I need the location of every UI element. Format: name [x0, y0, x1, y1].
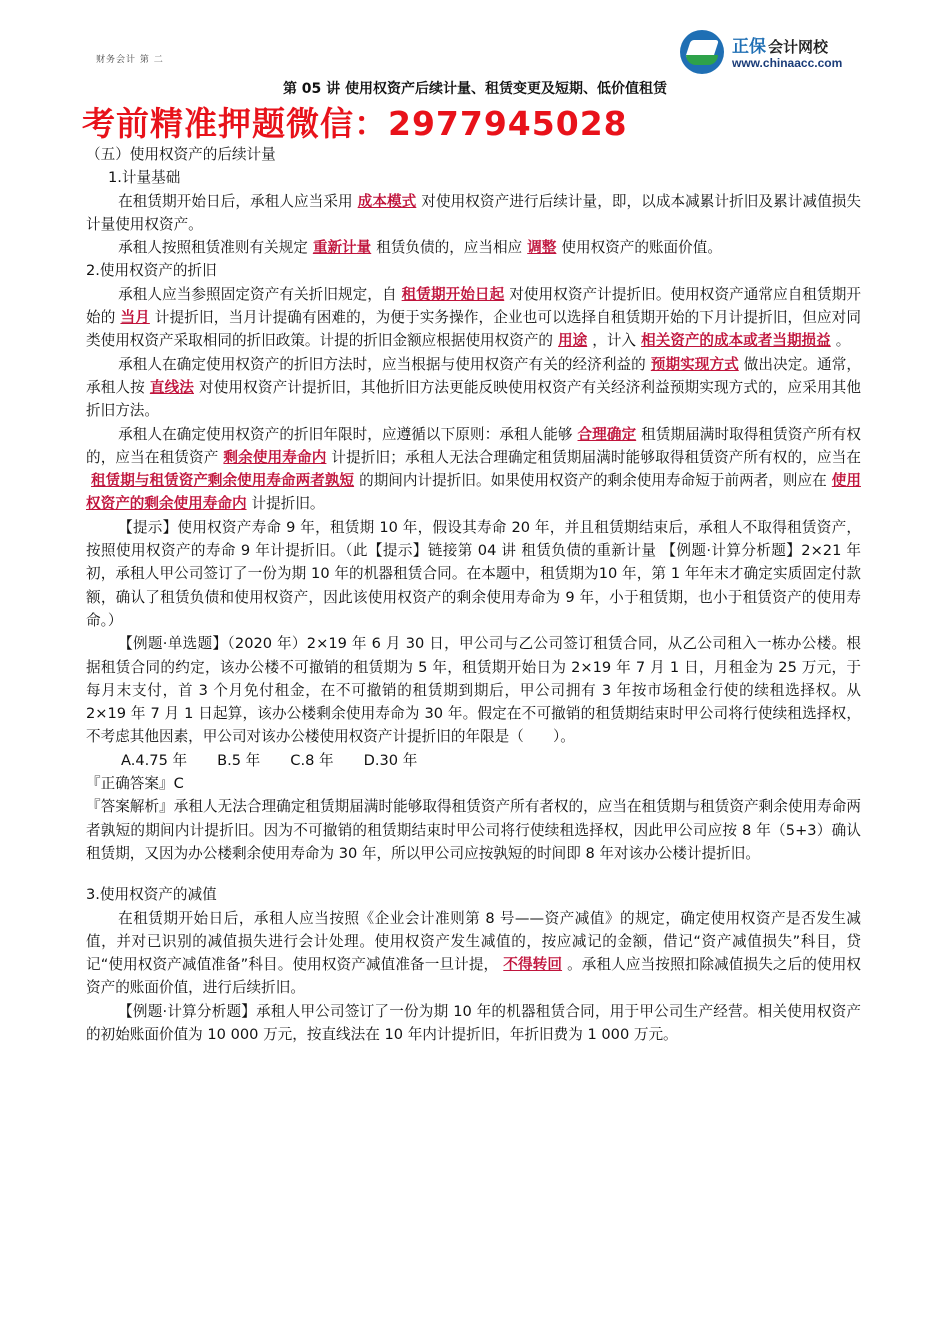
brand-url: www.chinaacc.com — [732, 56, 843, 70]
keyword: 成本模式 — [357, 192, 417, 210]
s2-heading: 2.使用权资产的折旧 — [86, 262, 217, 280]
keyword: 使用权资产的剩余使用寿命内 — [86, 472, 861, 513]
example-single-choice: 【例题·单选题】（2020 年）2×19 年 6 月 30 日，甲公司与乙公司签订租赁合同，从乙公司租入一栋办公楼。根据租赁合同的约定，该办公楼不可撤销的租赁期为 5 年，租赁期开始日为 2×19 年 7 月 1 日，月租金为 25 万元，于每月末支付，首 3 个月免付租金，在不可撤销的租赁期到期后，甲公司拥有 3 年按市场租金行使的续租选择权。从 2×19 年 7 月 1 日起算，该办公楼剩余使用寿命为 30 年。假定在不可撤销的租赁期结束时甲公司将行使续租选择权，不考虑其他因素，甲公司对该办公楼使用权资产计提折旧的年限是（ ）。 — [86, 635, 861, 746]
keyword: 调整 — [527, 239, 557, 257]
s1-heading: 1.计量基础 — [108, 169, 181, 187]
keyword: 重新计量 — [312, 239, 372, 257]
option-b: B.5 年 — [217, 751, 261, 769]
brand-logo — [680, 30, 870, 78]
keyword: 剩余使用寿命内 — [223, 448, 327, 466]
option-d: D.30 年 — [363, 751, 418, 769]
s3-heading: 3.使用权资产的减值 — [86, 886, 217, 904]
keyword: 当月 — [120, 309, 150, 327]
book-logo-icon — [680, 30, 724, 74]
promo-banner: 考前精准押题微信：2977945028 — [82, 104, 628, 143]
keyword: 预期实现方式 — [650, 355, 739, 373]
keyword: 相关资产的成本或者当期损益 — [641, 332, 831, 350]
s1-paragraph-1: 在租赁期开始日后，承租人应当采用 成本模式 对使用权资产进行后续计量，即，以成本减累计折旧及累计减值损失计量使用权资产。 — [86, 192, 861, 233]
corner-mark: 财务会计 第 二 — [96, 55, 164, 65]
keyword: 用途 — [558, 332, 588, 350]
tip-paragraph: 【提示】使用权资产寿命 9 年，租赁期 10 年，假设其寿命 20 年，并且租赁期结束后，承租人不取得租赁资产，按照使用权资产的寿命 9 年计提折旧。（此【提示】链接第 04 讲 租赁负债的重新计量 【例题·计算分析题】2×21 年初，承租人甲公司签订了一份为期 10 年的机器租赁合同。在本题中，租赁期为10 年，第 1 年年末才确定实质固定付款额，确认了租赁负债和使用权资产，因此该使用权资产的剩余使用寿命为 9 年，小于租赁期，也小于租赁资产的使用寿命。） — [86, 518, 861, 629]
answer-analysis: 『答案解析』承租人无法合理确定租赁期届满时能够取得租赁资产所有者权的，应当在租赁期与租赁资产剩余使用寿命两者孰短的期间内计提折旧。因为不可撤销的租赁期结束时甲公司将行使续租选择权，因此甲公司应按 8 年（5+3）确认租赁期，又因为办公楼剩余使用寿命为 30 年，所以甲公司应按孰短的时间即 8 年对该办公楼计提折旧。 — [86, 798, 861, 862]
keyword: 合理确定 — [577, 425, 637, 443]
s1-paragraph-2: 承租人按照租赁准则有关规定 重新计量 租赁负债的，应当相应 调整 使用权资产的账面价值。 — [118, 239, 722, 257]
s2-paragraph-2: 承租人在确定使用权资产的折旧方法时，应当根据与使用权资产有关的经济利益的 预期实现方式 做出决定。通常，承租人按 直线法 对使用权资产计提折旧，其他折旧方法更能反映使用权资产有关经济利益预期实现方式的，应采用其他折旧方法。 — [86, 355, 861, 420]
s3-paragraph-1: 在租赁期开始日后，承租人应当按照《企业会计准则第 8 号——资产减值》的规定，确定使用权资产是否发生减值，并对已识别的减值损失进行会计处理。使用权资产发生减值的，按应减记的金额，借记“资产减值损失”科目，贷记“使用权资产减值准备”科目。使用权资产减值准备一旦计提， 不得转回 。承租人应当按照扣除减值损失之后的使用权资产的账面价值，进行后续折旧。 — [86, 909, 861, 997]
s2-paragraph-1: 承租人应当参照固定资产有关折旧规定，自 租赁期开始日起 对使用权资产计提折旧。使用权资产通常应自租赁期开始的 当月 计提折旧，当月计提确有困难的，为便于实务操作，企业也可以选择自租赁期开始的下月计提折旧，但应对同类使用权资产采取相同的折旧政策。计提的折旧金额应根据使用权资产的 用途 ，计入 相关资产的成本或者当期损益 。 — [86, 285, 861, 350]
answer-options — [86, 749, 861, 772]
correct-answer: 『正确答案』C — [86, 775, 184, 793]
option-a: A.4.75 年 — [121, 751, 188, 769]
section-title: （五）使用权资产的后续计量 — [86, 146, 276, 163]
keyword: 租赁期与租赁资产剩余使用寿命两者孰短 — [91, 472, 355, 490]
option-c: C.8 年 — [290, 751, 334, 769]
example-calculation: 【例题·计算分析题】承租人甲公司签订了一份为期 10 年的机器租赁合同，用于甲公司生产经营。相关使用权资产的初始账面价值为 10 000 万元，按直线法在 10 年内计提折旧，年折旧费为 1 000 万元。 — [86, 1002, 861, 1043]
keyword: 不得转回 — [503, 956, 563, 974]
s2-paragraph-3: 承租人在确定使用权资产的折旧年限时，应遵循以下原则：承租人能够 合理确定 租赁期届满时取得租赁资产所有权的，应当在租赁资产 剩余使用寿命内 计提折旧；承租人无法合理确定租赁期届满时能够取得租赁资产所有权的，应当在租赁期与租赁资产剩余使用寿命两者孰短 的期间内计提折旧。如果使用权资产的剩余使用寿命短于前两者，则应在 使用权资产的剩余使用寿命内 计提折旧。 — [86, 425, 861, 513]
document-body — [86, 143, 861, 1046]
lecture-title: 第 05 讲 使用权资产后续计量、租赁变更及短期、低价值租赁 — [282, 81, 668, 97]
keyword: 租赁期开始日起 — [401, 285, 505, 303]
keyword: 直线法 — [149, 378, 194, 396]
brand-name: 正保 会计网校 — [732, 37, 829, 57]
